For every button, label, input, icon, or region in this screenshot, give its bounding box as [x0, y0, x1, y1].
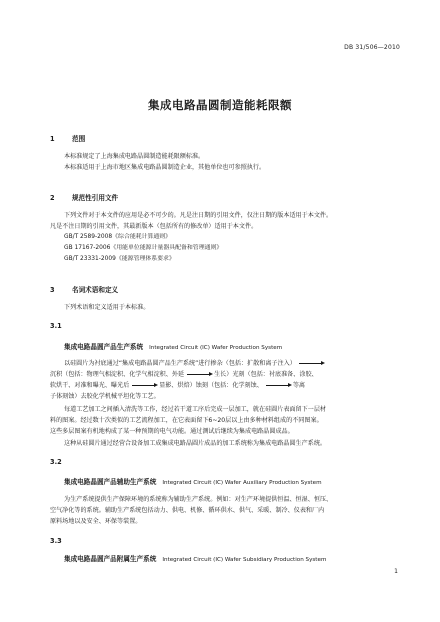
text-run: 生长）光刻（包括：衬底准备、涂胶、: [214, 371, 318, 378]
arrow-icon: [132, 385, 156, 386]
term-number: 3.2: [50, 458, 62, 466]
term-heading: [64, 341, 282, 351]
standard-number: DB 31/506—2010: [344, 44, 400, 51]
paragraph: 下列文件对于本文件的应用是必不可少的。凡是注日期的引用文件，仅注日期的版本适用于本文件。: [64, 212, 333, 219]
section-title: 规范性引用文件: [72, 194, 119, 202]
section-number: 3: [50, 286, 55, 294]
term-heading: [64, 476, 322, 486]
paragraph: 本标准适用于上海市地区集成电路晶圆制造企业，其他单位也可参照执行。: [64, 164, 266, 171]
term-heading: [64, 553, 326, 563]
arrow-icon: [299, 363, 323, 364]
paragraph: 下列术语和定义适用于本标准。: [64, 304, 150, 311]
section-number: 1: [50, 135, 55, 143]
reference-item: GB/T 2589-2008《综合能耗计算通则》: [64, 234, 172, 240]
text-run: 软烘干、对准和曝光、曝光后: [50, 382, 130, 389]
paragraph: 料的图案。经过数十次类似的工艺流程加工，在它表面留下6~20层以上由多种材料组成的不同图案。: [50, 417, 323, 424]
term-en: Integrated Circuit (IC) Wafer Auxiliary Production System: [162, 480, 322, 486]
term-cn: 集成电路晶圆产品生产系统: [64, 343, 144, 351]
arrow-icon: [266, 385, 290, 386]
reference-item: GB 17167-2006《用能单位能源计量器具配备和管理通则》: [64, 245, 223, 251]
section-2-heading: [50, 192, 118, 202]
process-line: [50, 381, 305, 390]
reference-item: GB/T 23331-2009《能源管理体系要求》: [64, 256, 175, 262]
arrow-icon: [187, 374, 211, 375]
section-3-heading: [50, 284, 118, 294]
paragraph: 空气净化等的系统。辅助生产系统包括动力、供电、机修、循环供水、供气、采暖、制冷、仪表和厂内: [50, 507, 325, 514]
process-line: [64, 359, 326, 368]
paragraph: 本标准规定了上海集成电路晶圆制造能耗限额标准。: [64, 153, 205, 160]
term-en: Integrated Circuit (IC) Wafer Subsidiary Production System: [162, 557, 327, 563]
text-run: 沉积（包括：物理气相淀积、化学气相淀积、外延: [50, 371, 185, 378]
paragraph: 子体刻蚀）去胶化学机械平坦化等工艺。: [50, 393, 160, 400]
paragraph: 这些多层图案有机地构成了某一种预期的电气功能。通过测试后继续为集成电路晶圆成品。: [50, 428, 294, 435]
paragraph: 原料场地以及安全、环保等装置。: [50, 518, 142, 525]
process-line: [50, 370, 318, 379]
term-cn: 集成电路晶圆产品辅助生产系统: [64, 478, 157, 486]
document-title: 集成电路晶圆制造能耗限额: [148, 98, 292, 112]
paragraph: 每道工艺加工之间插入清洗等工作，经过若干道工序后完成一层加工，就在硅圆片表面留下一层材: [64, 406, 327, 413]
section-title: 名词术语和定义: [72, 286, 119, 294]
term-number: 3.3: [50, 537, 62, 545]
section-title: 范围: [72, 135, 86, 143]
paragraph: 为生产系统提供生产保障环境的系统称为辅助生产系统。例如：对生产环境提供恒温、恒湿、恒压、: [64, 496, 333, 503]
text-run: 等离: [292, 382, 305, 389]
text-run: 显影、烘焙）蚀刻（包括：化学刻蚀、: [159, 382, 263, 389]
paragraph: 这种从硅圆片通过经营合设备加工成集成电路晶圆片成品的加工系统称为集成电路晶圆生产系统。: [64, 440, 327, 447]
section-number: 2: [50, 194, 55, 202]
term-number: 3.1: [50, 322, 62, 330]
paragraph: 凡是不注日期的引用文件，其最新版本（包括所有的修改单）适用于本文件。: [50, 223, 258, 230]
term-cn: 集成电路晶圆产品附属生产系统: [64, 555, 157, 563]
term-en: Integrated Circuit (IC) Wafer Production System: [149, 345, 283, 351]
page-number: 1: [394, 568, 398, 575]
section-1-heading: [50, 133, 85, 143]
text-run: 以硅圆片为衬底通过“集成电路晶圆产品生产系统”进行掺杂（包括：扩散和离子注入）: [64, 360, 296, 367]
